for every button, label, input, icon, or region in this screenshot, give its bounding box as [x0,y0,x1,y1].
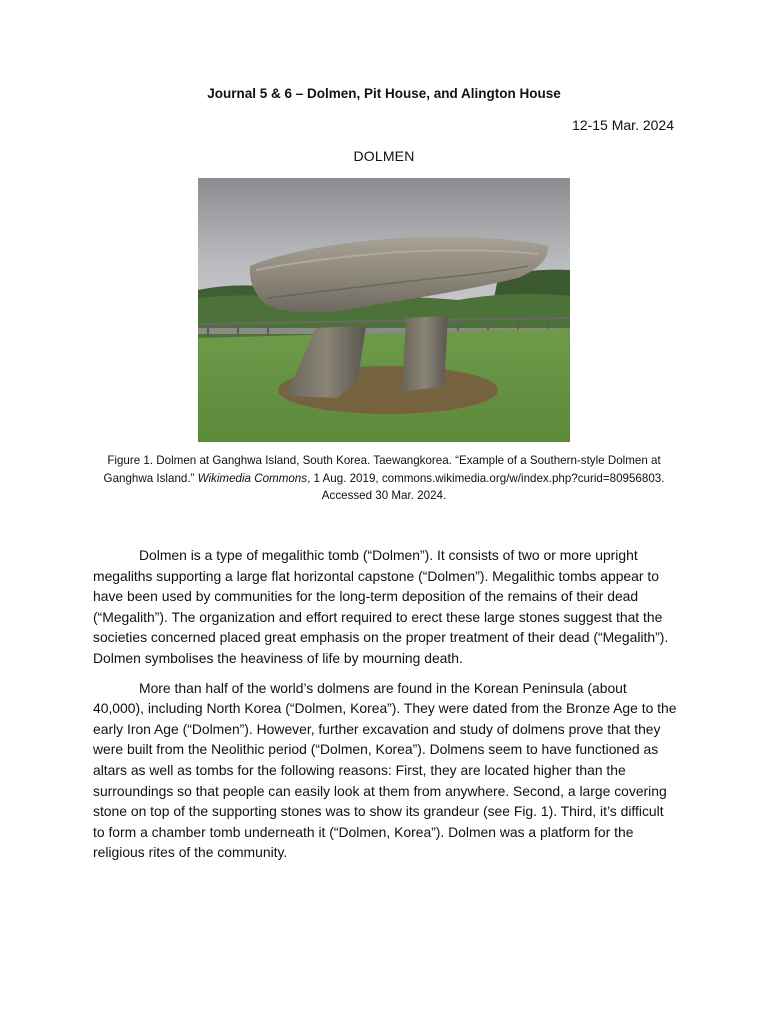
paragraph: More than half of the world’s dolmens are found in the Korean Peninsula (about 40,000), including North Korea (“Dolmen, Korea”). They were dated from the Bronze Age to the early Iron Age (“Dolmen”). However, further excavation and study of dolmens prove that they were built from the Neolithic period (“Dolmen, Korea”). Dolmens seem to have functioned as altars as well as tombs for the following reasons: First, they are located higher than the surroundings so that people can easily look at them from anywhere. Second, a large covering stone on top of the supporting stones was to show its grandeur (see Fig. 1). Third, it’s difficult to form a chamber tomb underneath it (“Dolmen, Korea”). Dolmen was a platform for the religious rites of the community. [93,679,677,861]
dolmen-photo [198,178,570,442]
figure-caption [92,452,676,505]
paragraph: Dolmen is a type of megalithic tomb (“Dolmen”). It consists of two or more upright megaliths supporting a large flat horizontal capstone (“Dolmen”). Megalithic tombs appear to have been used by communities for the long-term deposition of the remains of their dead (“Megalith”). The organization and effort required to erect these large stones suggest that the societies concerned placed great emphasis on the proper treatment of their dead (“Megalith”). Dolmen symbolises the heaviness of life by mourning death. [93,547,669,666]
caption-text: Figure 1. Dolmen at Ganghwa Island, South Korea. Taewangkorea. “Example of a Southern-style Dolmen at Ganghwa Island.” [103,454,661,485]
document-date: 12-15 Mar. 2024 [572,117,674,133]
caption-text-end: , 1 Aug. 2019, commons.wikimedia.org/w/index.php?curid=80956803. Accessed 30 Mar. 2024. [307,471,665,502]
document-title: Journal 5 & 6 – Dolmen, Pit House, and Alington House [207,86,561,101]
caption-source-italic: Wikimedia Commons [197,471,308,485]
body-text [93,545,677,872]
section-heading: DOLMEN [353,148,415,164]
